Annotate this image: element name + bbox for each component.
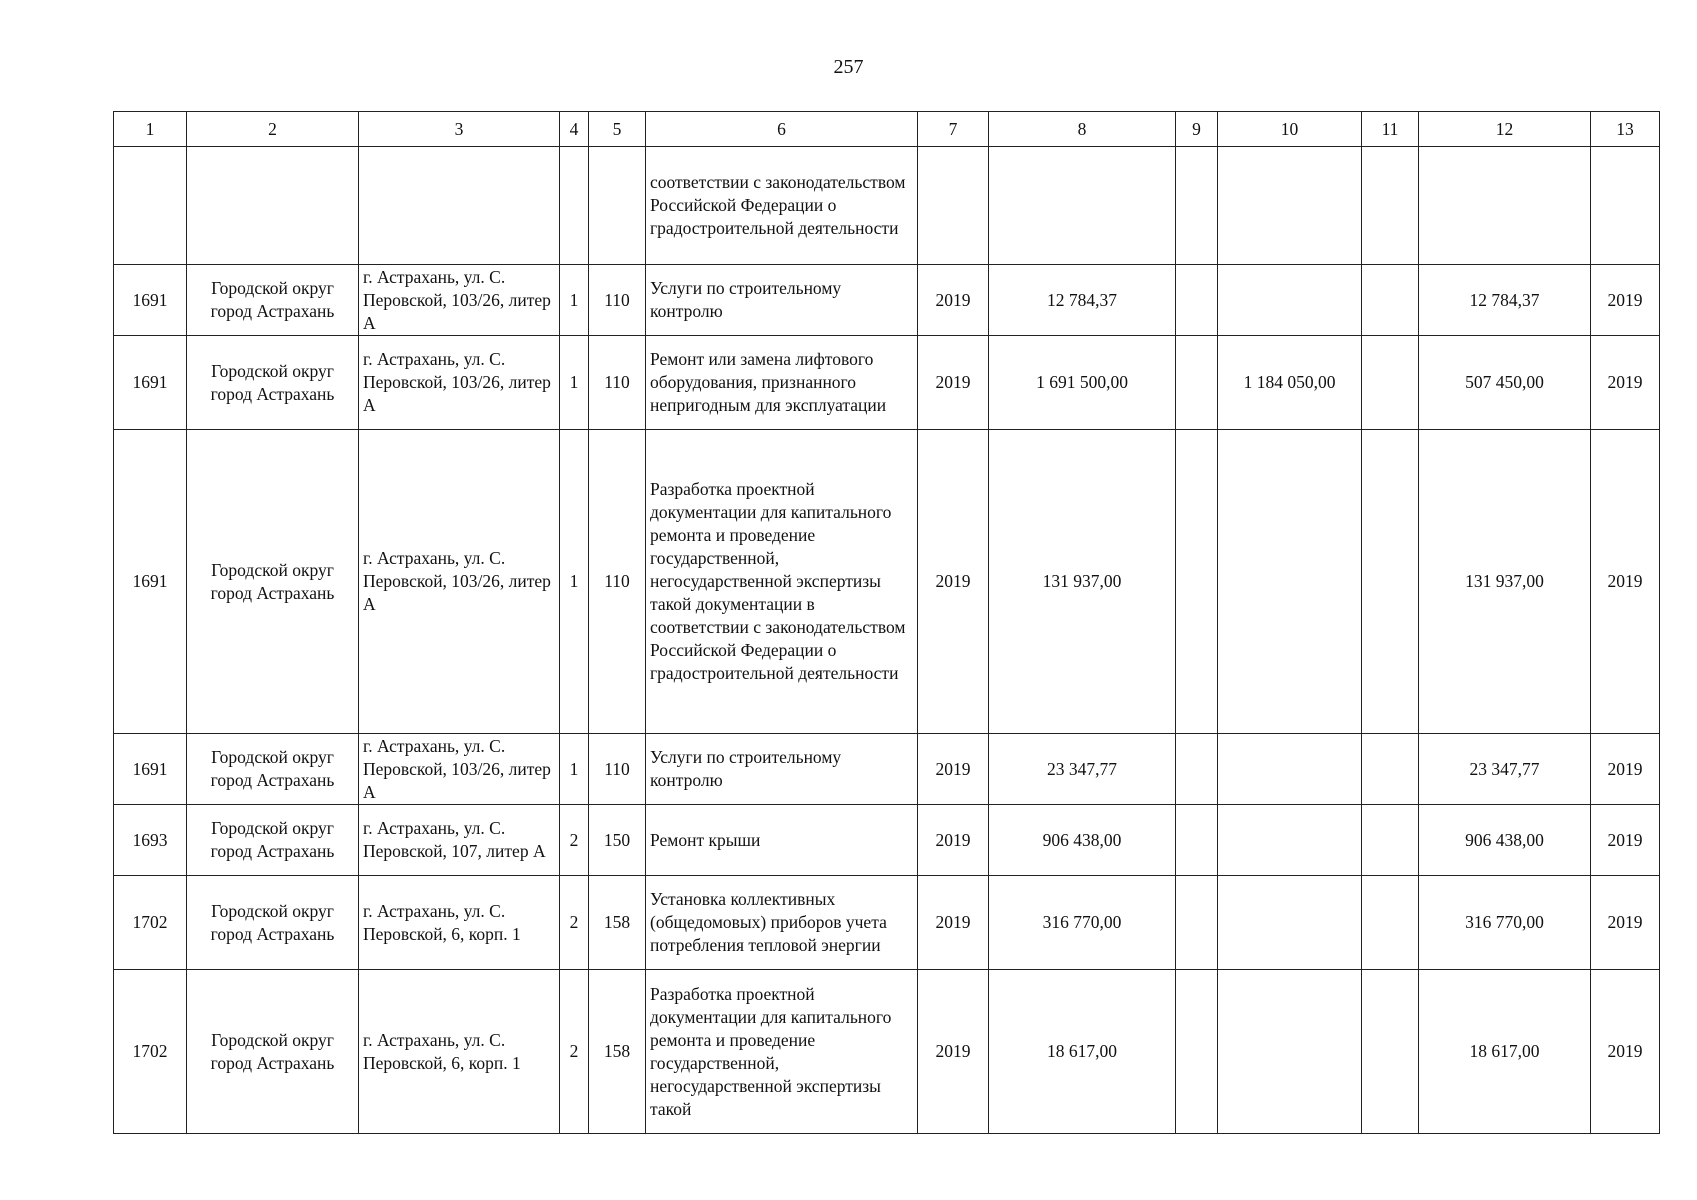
cell-col11 bbox=[1362, 336, 1419, 430]
cell-col12: 131 937,00 bbox=[1419, 430, 1591, 734]
cell-col12: 23 347,77 bbox=[1419, 734, 1591, 805]
cell-col9 bbox=[1176, 970, 1218, 1134]
page-number: 257 bbox=[833, 56, 864, 78]
cell-year: 2019 bbox=[918, 805, 989, 876]
cell-col12: 507 450,00 bbox=[1419, 336, 1591, 430]
cell-number: 1702 bbox=[114, 970, 187, 1134]
cell-work-type: Ремонт или замена лифтового оборудования, признанного непригодным для эксплуатации bbox=[646, 336, 918, 430]
table-row bbox=[114, 876, 1660, 970]
cell-col12 bbox=[1419, 147, 1591, 265]
cell-municipality: Городской округ город Астрахань bbox=[187, 734, 359, 805]
cell-col10 bbox=[1218, 265, 1362, 336]
column-header: 9 bbox=[1176, 112, 1218, 147]
cell-col11 bbox=[1362, 805, 1419, 876]
cell-col13: 2019 bbox=[1591, 970, 1660, 1134]
cell-number: 1691 bbox=[114, 265, 187, 336]
cell-col9 bbox=[1176, 147, 1218, 265]
capital-repair-table bbox=[113, 111, 1660, 1134]
cell-col4 bbox=[560, 147, 589, 265]
column-header: 6 bbox=[646, 112, 918, 147]
cell-col5: 110 bbox=[589, 265, 646, 336]
cell-col10 bbox=[1218, 876, 1362, 970]
cell-col12: 18 617,00 bbox=[1419, 970, 1591, 1134]
cell-total: 1 691 500,00 bbox=[989, 336, 1176, 430]
cell-col4: 1 bbox=[560, 265, 589, 336]
cell-address: г. Астрахань, ул. С. Перовской, 107, литер А bbox=[359, 805, 560, 876]
cell-col9 bbox=[1176, 805, 1218, 876]
cell-col4: 2 bbox=[560, 805, 589, 876]
cell-address: г. Астрахань, ул. С. Перовской, 103/26, литер А bbox=[359, 265, 560, 336]
cell-col4: 2 bbox=[560, 970, 589, 1134]
cell-number: 1702 bbox=[114, 876, 187, 970]
cell-municipality: Городской округ город Астрахань bbox=[187, 265, 359, 336]
column-header: 2 bbox=[187, 112, 359, 147]
cell-municipality: Городской округ город Астрахань bbox=[187, 805, 359, 876]
cell-col13: 2019 bbox=[1591, 805, 1660, 876]
cell-work-type: соответствии с законодательством Российской Федерации о градостроительной деятельности bbox=[646, 147, 918, 265]
column-header: 3 bbox=[359, 112, 560, 147]
cell-year: 2019 bbox=[918, 430, 989, 734]
cell-municipality: Городской округ город Астрахань bbox=[187, 876, 359, 970]
cell-work-type: Ремонт крыши bbox=[646, 805, 918, 876]
table-row bbox=[114, 805, 1660, 876]
column-header: 5 bbox=[589, 112, 646, 147]
cell-total: 316 770,00 bbox=[989, 876, 1176, 970]
cell-municipality: Городской округ город Астрахань bbox=[187, 430, 359, 734]
cell-year: 2019 bbox=[918, 734, 989, 805]
table-row bbox=[114, 970, 1660, 1134]
cell-col10 bbox=[1218, 970, 1362, 1134]
cell-number bbox=[114, 147, 187, 265]
cell-col13: 2019 bbox=[1591, 265, 1660, 336]
cell-work-type: Разработка проектной документации для капитального ремонта и проведение государственной, негосударственной экспертизы такой документации в соответствии с законодательством Российской Федерации о градостроительной деятельности bbox=[646, 430, 918, 734]
cell-total bbox=[989, 147, 1176, 265]
cell-col5: 110 bbox=[589, 734, 646, 805]
cell-col11 bbox=[1362, 876, 1419, 970]
table-row bbox=[114, 430, 1660, 734]
cell-col10 bbox=[1218, 734, 1362, 805]
table-row bbox=[114, 265, 1660, 336]
cell-col4: 2 bbox=[560, 876, 589, 970]
table-row bbox=[114, 734, 1660, 805]
table-row bbox=[114, 147, 1660, 265]
cell-municipality bbox=[187, 147, 359, 265]
cell-col11 bbox=[1362, 147, 1419, 265]
cell-col9 bbox=[1176, 265, 1218, 336]
cell-col12: 906 438,00 bbox=[1419, 805, 1591, 876]
cell-number: 1691 bbox=[114, 430, 187, 734]
cell-total: 23 347,77 bbox=[989, 734, 1176, 805]
cell-address: г. Астрахань, ул. С. Перовской, 6, корп. 1 bbox=[359, 970, 560, 1134]
column-header: 1 bbox=[114, 112, 187, 147]
cell-col5: 158 bbox=[589, 876, 646, 970]
cell-col10 bbox=[1218, 430, 1362, 734]
cell-col13: 2019 bbox=[1591, 430, 1660, 734]
cell-col11 bbox=[1362, 734, 1419, 805]
column-header: 7 bbox=[918, 112, 989, 147]
column-header: 10 bbox=[1218, 112, 1362, 147]
cell-address bbox=[359, 147, 560, 265]
cell-col10: 1 184 050,00 bbox=[1218, 336, 1362, 430]
cell-municipality: Городской округ город Астрахань bbox=[187, 970, 359, 1134]
cell-year: 2019 bbox=[918, 970, 989, 1134]
cell-col10 bbox=[1218, 147, 1362, 265]
cell-year bbox=[918, 147, 989, 265]
cell-col5: 110 bbox=[589, 336, 646, 430]
cell-number: 1691 bbox=[114, 336, 187, 430]
cell-col4: 1 bbox=[560, 430, 589, 734]
cell-address: г. Астрахань, ул. С. Перовской, 103/26, литер А bbox=[359, 430, 560, 734]
cell-total: 906 438,00 bbox=[989, 805, 1176, 876]
cell-work-type: Услуги по строительному контролю bbox=[646, 734, 918, 805]
cell-work-type: Разработка проектной документации для капитального ремонта и проведение государственной, негосударственной экспертизы такой bbox=[646, 970, 918, 1134]
column-header: 12 bbox=[1419, 112, 1591, 147]
cell-year: 2019 bbox=[918, 336, 989, 430]
cell-col12: 316 770,00 bbox=[1419, 876, 1591, 970]
cell-col13: 2019 bbox=[1591, 734, 1660, 805]
cell-col9 bbox=[1176, 430, 1218, 734]
cell-total: 131 937,00 bbox=[989, 430, 1176, 734]
header-row bbox=[114, 112, 1660, 147]
cell-address: г. Астрахань, ул. С. Перовской, 103/26, литер А bbox=[359, 734, 560, 805]
cell-col5: 110 bbox=[589, 430, 646, 734]
cell-year: 2019 bbox=[918, 265, 989, 336]
table-row bbox=[114, 336, 1660, 430]
cell-work-type: Установка коллективных (общедомовых) приборов учета потребления тепловой энергии bbox=[646, 876, 918, 970]
cell-number: 1691 bbox=[114, 734, 187, 805]
cell-total: 12 784,37 bbox=[989, 265, 1176, 336]
cell-col4: 1 bbox=[560, 734, 589, 805]
cell-col9 bbox=[1176, 734, 1218, 805]
cell-col5 bbox=[589, 147, 646, 265]
cell-col5: 158 bbox=[589, 970, 646, 1134]
cell-col12: 12 784,37 bbox=[1419, 265, 1591, 336]
cell-work-type: Услуги по строительному контролю bbox=[646, 265, 918, 336]
cell-municipality: Городской округ город Астрахань bbox=[187, 336, 359, 430]
column-header: 4 bbox=[560, 112, 589, 147]
column-header: 8 bbox=[989, 112, 1176, 147]
cell-number: 1693 bbox=[114, 805, 187, 876]
cell-col11 bbox=[1362, 265, 1419, 336]
cell-col10 bbox=[1218, 805, 1362, 876]
cell-col11 bbox=[1362, 430, 1419, 734]
column-header: 11 bbox=[1362, 112, 1419, 147]
cell-total: 18 617,00 bbox=[989, 970, 1176, 1134]
cell-col9 bbox=[1176, 336, 1218, 430]
cell-col13: 2019 bbox=[1591, 336, 1660, 430]
cell-col11 bbox=[1362, 970, 1419, 1134]
cell-col4: 1 bbox=[560, 336, 589, 430]
cell-col9 bbox=[1176, 876, 1218, 970]
cell-address: г. Астрахань, ул. С. Перовской, 6, корп. 1 bbox=[359, 876, 560, 970]
column-header: 13 bbox=[1591, 112, 1660, 147]
cell-year: 2019 bbox=[918, 876, 989, 970]
cell-col13: 2019 bbox=[1591, 876, 1660, 970]
cell-address: г. Астрахань, ул. С. Перовской, 103/26, литер А bbox=[359, 336, 560, 430]
cell-col13 bbox=[1591, 147, 1660, 265]
cell-col5: 150 bbox=[589, 805, 646, 876]
